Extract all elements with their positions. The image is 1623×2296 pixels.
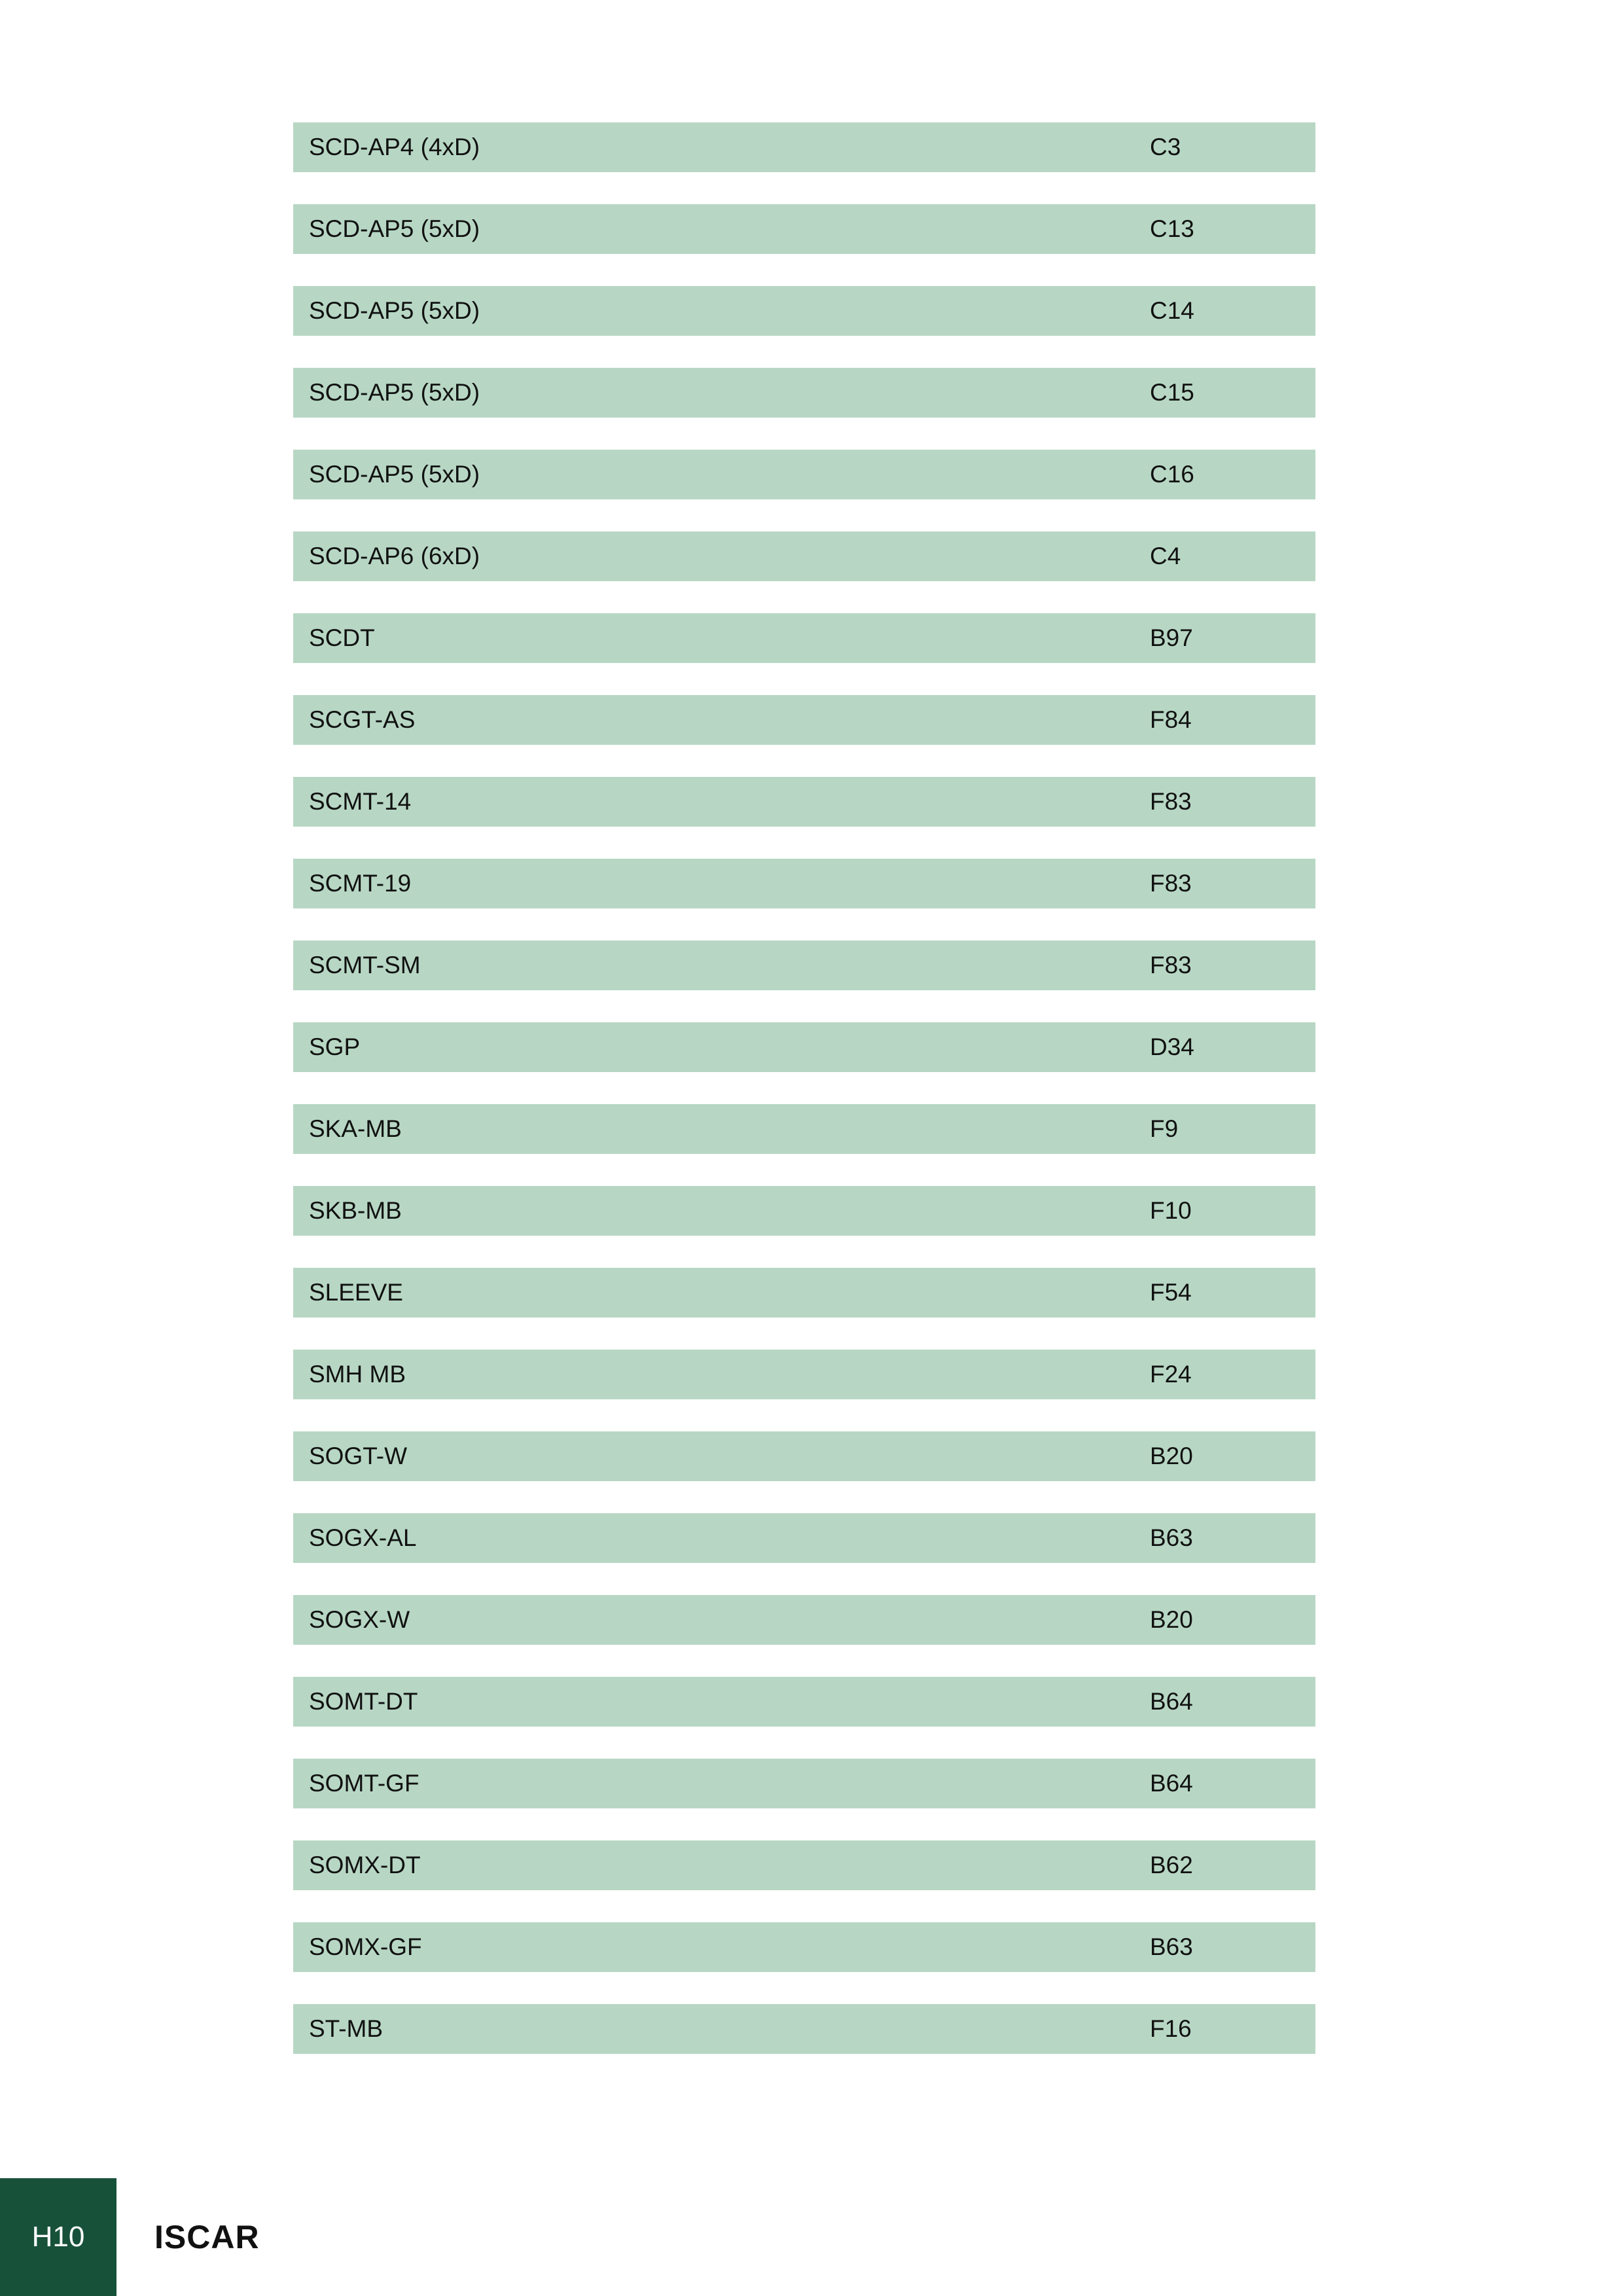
index-row (293, 2004, 1315, 2054)
item-page-ref: F83 (1150, 870, 1192, 897)
item-name: SCMT-14 (309, 788, 412, 815)
index-row (293, 941, 1315, 990)
index-row (293, 1759, 1315, 1808)
item-name: ST-MB (309, 2015, 383, 2042)
index-row (293, 1022, 1315, 1072)
item-name: SOMT-GF (309, 1770, 419, 1797)
index-row (293, 1513, 1315, 1563)
item-name: SMH MB (309, 1361, 406, 1388)
item-name: SKA-MB (309, 1115, 402, 1142)
item-page-ref: D34 (1150, 1033, 1194, 1060)
item-name: SOMX-DT (309, 1852, 421, 1878)
item-page-ref: B64 (1150, 1688, 1193, 1715)
item-page-ref: C3 (1150, 134, 1181, 160)
item-name: SKB-MB (309, 1197, 402, 1224)
index-row (293, 1677, 1315, 1727)
item-name: SCD-AP4 (4xD) (309, 134, 480, 160)
item-page-ref: B20 (1150, 1443, 1193, 1469)
item-name: SOMT-DT (309, 1688, 418, 1715)
index-row (293, 695, 1315, 745)
item-name: SCD-AP5 (5xD) (309, 461, 480, 488)
item-page-ref: F54 (1150, 1279, 1192, 1306)
item-page-ref: B63 (1150, 1933, 1193, 1960)
item-name: SCD-AP5 (5xD) (309, 379, 480, 406)
index-row (293, 368, 1315, 418)
page-number: H10 (31, 2221, 85, 2253)
item-page-ref: F16 (1150, 2015, 1192, 2042)
index-row (293, 613, 1315, 663)
brand-name: ISCAR (154, 2219, 260, 2255)
item-page-ref: F24 (1150, 1361, 1192, 1388)
item-page-ref: C13 (1150, 215, 1194, 242)
item-page-ref: B63 (1150, 1524, 1193, 1551)
index-row (293, 1840, 1315, 1890)
item-page-ref: F10 (1150, 1197, 1192, 1224)
item-name: SCGT-AS (309, 706, 416, 733)
item-name: SGP (309, 1033, 361, 1060)
item-page-ref: F84 (1150, 706, 1192, 733)
item-page-ref: F83 (1150, 788, 1192, 815)
item-page-ref: C16 (1150, 461, 1194, 488)
index-list (293, 122, 1315, 2086)
index-row (293, 1350, 1315, 1399)
index-row (293, 1186, 1315, 1236)
item-page-ref: B62 (1150, 1852, 1193, 1878)
page-number-tab (0, 2178, 116, 2296)
index-row (293, 1595, 1315, 1645)
item-name: SCDT (309, 624, 375, 651)
item-name: SCD-AP5 (5xD) (309, 297, 480, 324)
index-row (293, 1922, 1315, 1972)
item-name: SOGX-AL (309, 1524, 417, 1551)
item-name: SOMX-GF (309, 1933, 422, 1960)
item-page-ref: B20 (1150, 1606, 1193, 1633)
item-name: SOGX-W (309, 1606, 410, 1633)
item-page-ref: B64 (1150, 1770, 1193, 1797)
item-name: SOGT-W (309, 1443, 408, 1469)
index-row (293, 1268, 1315, 1318)
index-row (293, 1431, 1315, 1481)
item-page-ref: F9 (1150, 1115, 1179, 1142)
item-name: SCD-AP5 (5xD) (309, 215, 480, 242)
item-page-ref: C4 (1150, 543, 1181, 569)
index-row (293, 859, 1315, 908)
index-row (293, 777, 1315, 827)
item-name: SLEEVE (309, 1279, 403, 1306)
item-name: SCD-AP6 (6xD) (309, 543, 480, 569)
item-page-ref: C14 (1150, 297, 1194, 324)
index-row (293, 450, 1315, 499)
index-row (293, 204, 1315, 254)
index-row (293, 286, 1315, 336)
index-row (293, 531, 1315, 581)
index-row (293, 122, 1315, 172)
item-page-ref: C15 (1150, 379, 1194, 406)
index-row (293, 1104, 1315, 1154)
item-page-ref: B97 (1150, 624, 1193, 651)
item-name: SCMT-19 (309, 870, 412, 897)
item-page-ref: F83 (1150, 952, 1192, 978)
item-name: SCMT-SM (309, 952, 421, 978)
